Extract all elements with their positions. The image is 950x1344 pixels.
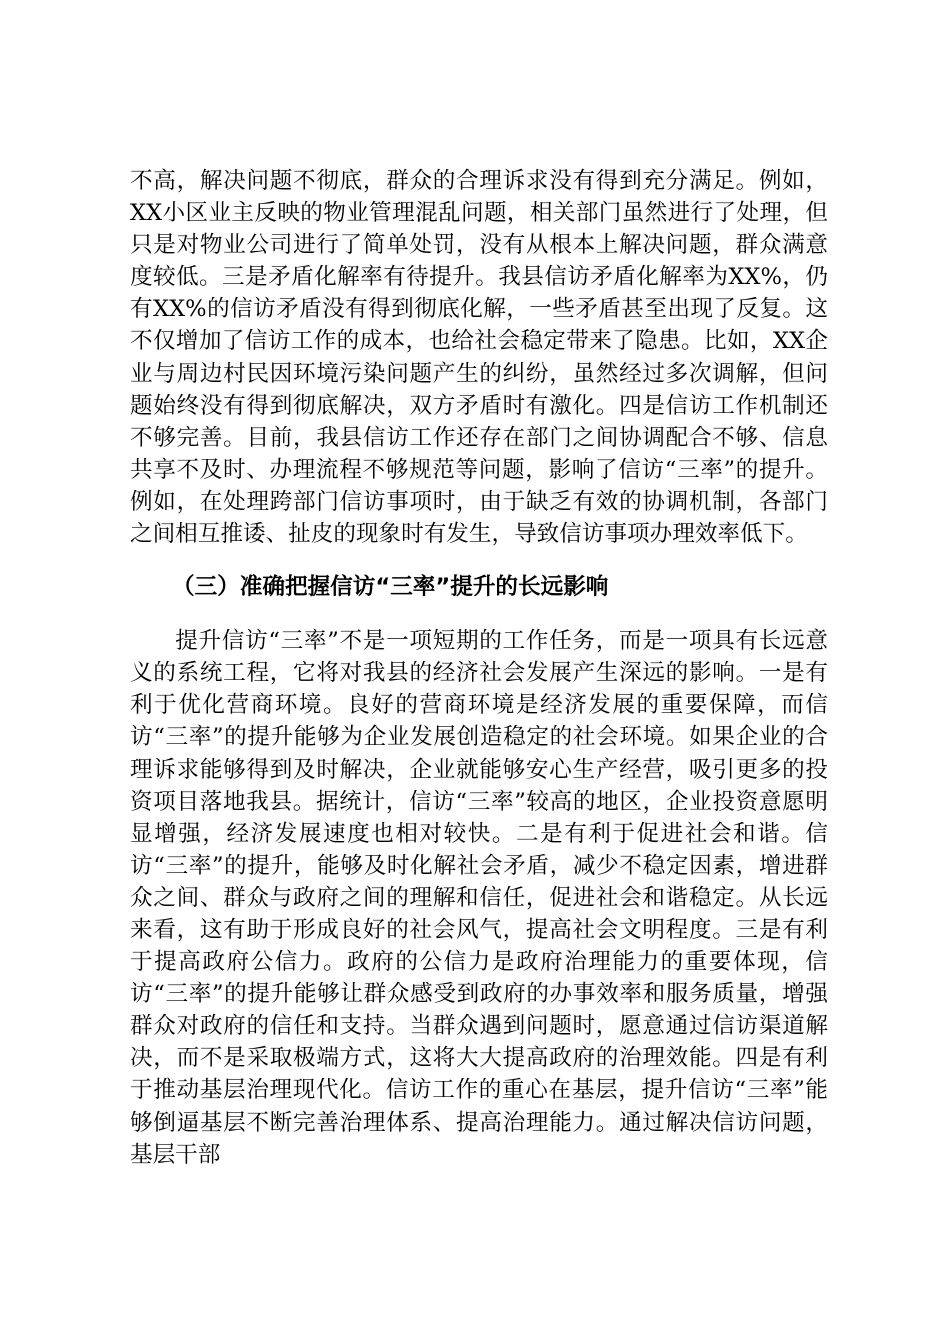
section-heading: （三）准确把握信访“三率”提升的长远影响 [172,574,609,601]
body-paragraph-continued: 不高，解决问题不彻底，群众的合理诉求没有得到充分满足。例如，XX小区业主反映的物业管理混乱问题，相关部门虽然进行了处理，但只是对物业公司进行了简单处罚，没有从根本上解决问题，群众满意度较低。三是矛盾化解率有待提升。我县信访矛盾化解率为XX%，仍有XX%的信访矛盾没有得到彻底化解，一些矛盾甚至出现了反复。这不仅增加了信访工作的成本，也给社会稳定带来了隐患。比如，XX企业与周边村民因环境污染问题产生的纠纷，虽然经过多次调解，但问题始终没有得到彻底解决，双方矛盾时有激化。四是信访工作机制还不够完善。目前，我县信访工作还存在部门之间协调配合不够、信息共享不及时、办理流程不够规范等问题，影响了信访“三率”的提升。例如，在处理跨部门信访事项时，由于缺乏有效的协调机制，各部门之间相互推诿、扯皮的现象时有发生，导致信访事项办理效率低下。 [130,168,828,548]
document-page [130,165,828,1171]
body-paragraph: 提升信访“三率”不是一项短期的工作任务，而是一项具有长远意义的系统工程，它将对我县的经济社会发展产生深远的影响。一是有利于优化营商环境。良好的营商环境是经济发展的重要保障，而信访“三率”的提升能够为企业发展创造稳定的社会环境。如果企业的合理诉求能够得到及时解决，企业就能够安心生产经营，吸引更多的投资项目落地我县。据统计，信访“三率”较高的地区，企业投资意愿明显增强，经济发展速度也相对较快。二是有利于促进社会和谐。信访“三率”的提升，能够及时化解社会矛盾，减少不稳定因素，增进群众之间、群众与政府之间的理解和信任，促进社会和谐稳定。从长远来看，这有助于形成良好的社会风气，提高社会文明程度。三是有利于提高政府公信力。政府的公信力是政府治理能力的重要体现，信访“三率”的提升能够让群众感受到政府的办事效率和服务质量，增强群众对政府的信任和支持。当群众遇到问题时，愿意通过信访渠道解决，而不是采取极端方式，这将大大提高政府的治理效能。四是有利于推动基层治理现代化。信访工作的重心在基层，提升信访“三率”能够倒逼基层不断完善治理体系、提高治理能力。通过解决信访问题，基层干部 [130,628,828,1168]
